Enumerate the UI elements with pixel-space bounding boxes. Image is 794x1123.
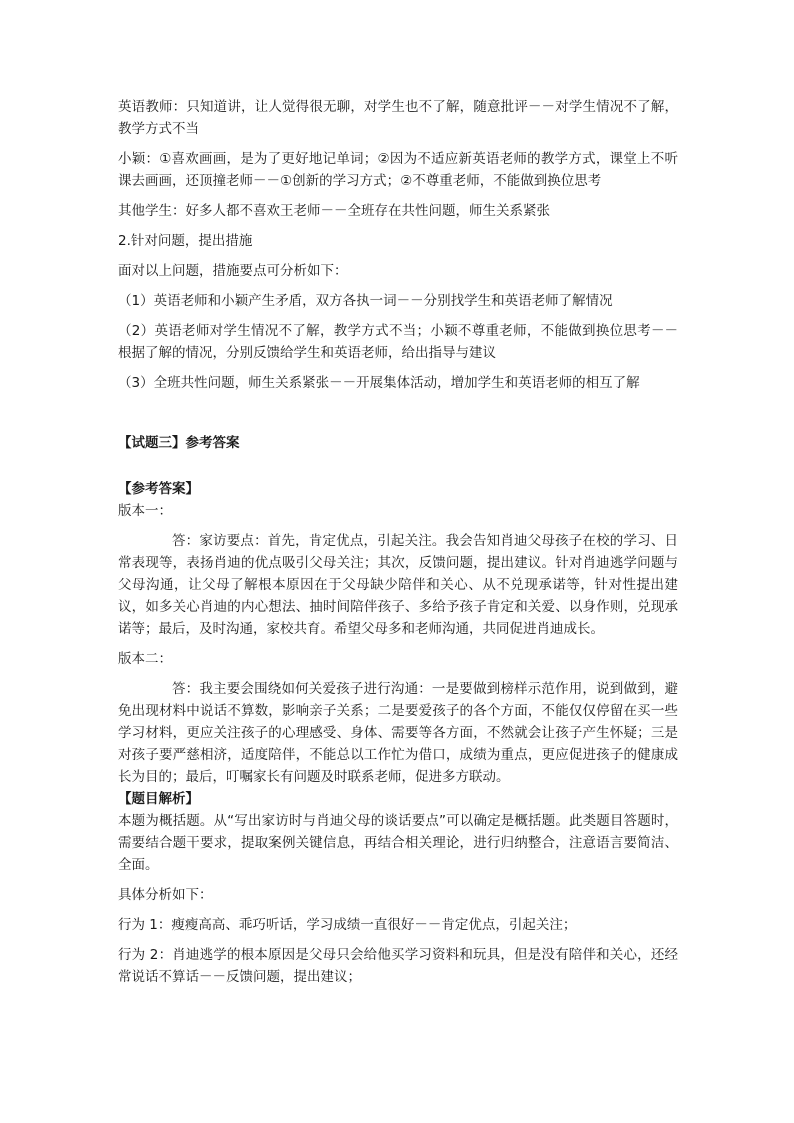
measure-item-1: （1）英语老师和小颖产生矛盾，双方各执一词－－分别找学生和英语老师了解情况 [118, 293, 613, 309]
other-students-paragraph: 其他学生：好多人都不喜欢王老师－－全班存在共性问题，师生关系紧张 [118, 203, 550, 219]
behavior-two: 行为 2：肖迪逃学的根本原因是父母只会给他买学习资料和玩具，但是没有陪伴和关心，还经常说话不算话－－反馈问题，提出建议； [118, 947, 678, 985]
english-teacher-paragraph: 英语教师：只知道讲，让人觉得很无聊，对学生也不了解，随意批评－－对学生情况不了解，教学方式不当 [118, 99, 678, 137]
measures-intro: 面对以上问题，措施要点可分析如下： [118, 263, 348, 279]
behavior-one: 行为 1：瘦瘦高高、乖巧听话，学习成绩一直很好－－肯定优点，引起关注； [118, 917, 577, 933]
version-one-text: 答：家访要点：首先，肯定优点，引起关注。我会告知肖迪父母孩子在校的学习、日常表现等，表扬肖迪的优点吸引父母关注；其次，反馈问题，提出建议。针对肖迪逃学问题与父母沟通，让父母了解根本原因在于父母缺少陪伴和关心、从不兑现承诺等，针对性提出建议，如多关心肖迪的内心想法、抽时间陪伴孩子、多给予孩子肯定和关爱、以身作则，兑现承诺等；最后，及时沟通，家校共育。希望父母多和老师沟通，共同促进肖迪成长。 [118, 533, 678, 637]
detail-label: 具体分析如下： [118, 887, 213, 903]
xiaoying-paragraph: 小颖：①喜欢画画，是为了更好地记单词；②因为不适应新英语老师的教学方式，课堂上不听课去画画，还顶撞老师－－①创新的学习方式；②不尊重老师，不能做到换位思考 [118, 151, 678, 189]
measures-heading: 2.针对问题，提出措施 [118, 233, 253, 249]
reference-answer-heading: 【参考答案】 [118, 481, 199, 497]
version-two-text: 答：我主要会围绕如何关爱孩子进行沟通：一是要做到榜样示范作用，说到做到，避免出现材料中说话不算数，影响亲子关系；二是要爱孩子的各个方面，不能仅仅停留在买一些学习材料，更应关注孩子的心理感受、身体、需要等各方面，不然就会让孩子产生怀疑；三是对孩子要严慈相济，适度陪伴，不能总以工作忙为借口，成绩为重点，更应促进孩子的健康成长为目的；最后，叮嘱家长有问题及时联系老师，促进多方联动。 [118, 681, 678, 785]
spacer [118, 454, 678, 478]
document-page [118, 96, 678, 996]
version-two-label: 版本二： [118, 651, 172, 667]
analysis-text: 本题为概括题。从“写出家访时与肖迪父母的谈话要点”可以确定是概括题。此类题目答题时，需要结合题干要求，提取案例关键信息，再结合相关理论，进行归纳整合，注意语言要简洁、全面。 [118, 813, 678, 873]
spacer [118, 402, 678, 432]
measure-item-2: （2）英语老师对学生情况不了解，教学方式不当；小颖不尊重老师，不能做到换位思考－－根据了解的情况，分别反馈给学生和英语老师，给出指导与建议 [118, 323, 678, 361]
analysis-heading: 【题目解析】 [118, 791, 199, 807]
question-three-title: 【试题三】参考答案 [118, 435, 240, 451]
version-one-label: 版本一： [118, 503, 172, 519]
measure-item-3: （3）全班共性问题，师生关系紧张－－开展集体活动，增加学生和英语老师的相互了解 [118, 375, 640, 391]
spacer [118, 522, 678, 530]
